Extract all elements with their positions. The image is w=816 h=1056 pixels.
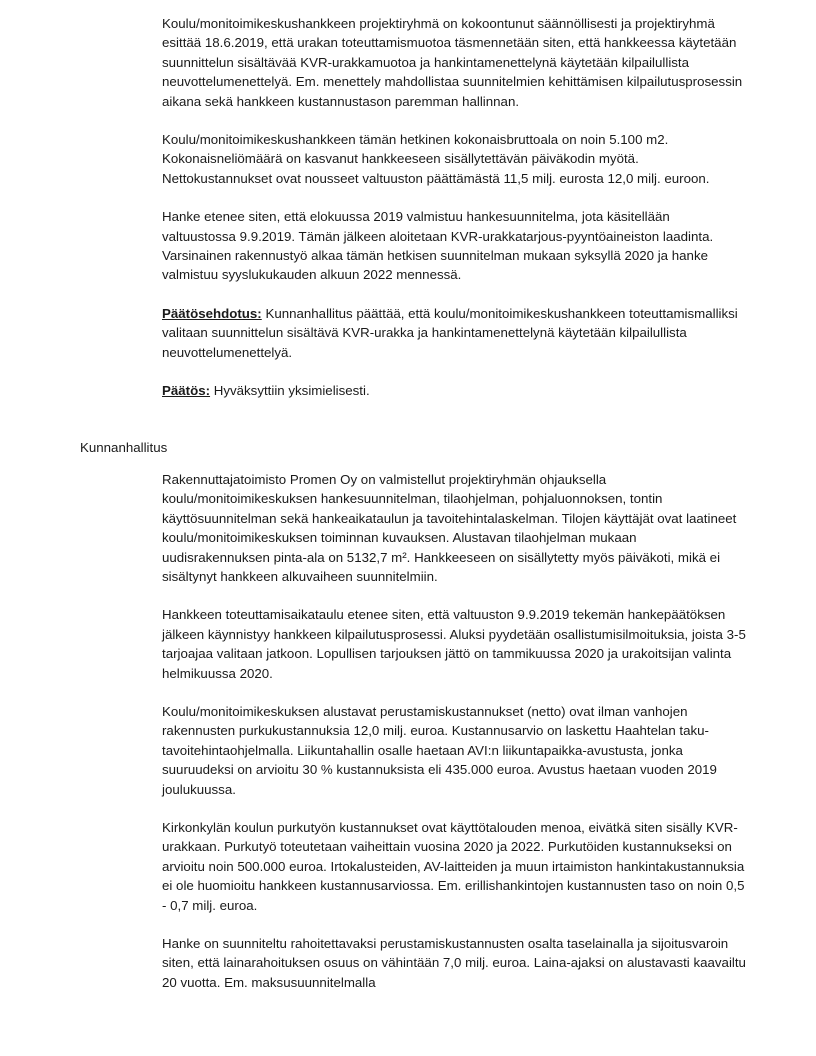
- paragraph-demolition: Kirkonkylän koulun purkutyön kustannukset ovat käyttötalouden menoa, eivätkä siten sisälly KVR-urakkaan. Purkutyö toteutetaan vaiheittain vuosina 2020 ja 2022. Purkutöiden kustannukseksi on arvioitu noin 500.000 euroa. Irtokalusteiden, AV-laitteiden ja muun irtaimiston hankintakustannuksia ei ole huomioitu hankkeen kustannusarviossa. Em. erillishankintojen kustannusten taso on noin 0,5 - 0,7 milj. euroa.: [162, 820, 745, 913]
- paragraph-implementation-schedule: Hankkeen toteuttamisaikataulu etenee siten, että valtuuston 9.9.2019 tekemän hankepäätöksen jälkeen käynnistyy hankkeen kilpailutusprosessi. Aluksi pyydetään osallistumisilmoituksia, joista 3-5 tarjoajaa valitaan jatkoon. Lopullisen tarjouksen jättö on tammikuussa 2020 ja urakoitsijan valinta helmikuussa 2020.: [162, 607, 746, 681]
- paragraph-promen-oy-text: Rakennuttajatoimisto Promen Oy on valmistellut projektiryhmän ohjauksella koulu/monitoimikeskuksen hankesuunnitelman, tilaohjelman, pohjaluonnoksen, tontin käyttösuunnitelman sekä hankeaikataulun ja tavoitehintalaskelman. Tilojen käyttäjät ovat laatineet koulu/monitoimikeskuksen toiminnan kuvauksen. Alustavan tilaohjelman mukaan uudisrakennuksen pinta-ala on 5132,7 m². Hankkeeseen on sisällytetty myös päiväkoti, mikä ei sisältynyt hankkeen alkuvaiheen suunnitelmiin.: [162, 471, 737, 584]
- paragraph-decision: [162, 381, 746, 400]
- paragraph-gross-area: Koulu/monitoimikeskushankkeen tämän hetkinen kokonaisbruttoala on noin 5.100 m2. Kokonaisneliömäärä on kasvanut hankkeeseen sisällytettävän päiväkodin myötä. Nettokustannukset ovat nousseet valtuuston päättämästä 11,5 milj. eurosta 12,0 milj. euroon.: [162, 132, 710, 186]
- paragraph-promen-oy: [162, 470, 746, 586]
- decision-proposal-label: Päätösehdotus:: [162, 305, 262, 321]
- document-section-bottom: [162, 470, 746, 992]
- paragraph-decision-proposal: [162, 304, 746, 362]
- heading-kunnanhallitus: Kunnanhallitus: [80, 439, 168, 455]
- decision-proposal-text: Kunnanhallitus päättää, että koulu/monitoimikeskushankkeen toteuttamismalliksi valitaan suunnittelun sisältävä KVR-urakka ja hankintamenettelynä käytetään kilpailullista neuvottelumenettelyä.: [162, 305, 738, 360]
- paragraph-project-group: Koulu/monitoimikeskushankkeen projektiryhmä on kokoontunut säännöllisesti ja projektiryhmä esittää 18.6.2019, että urakan toteuttamismuotoa täsmennetään siten, että hankkeessa käytetään suunnittelun sisältävää KVR-urakkamuotoa ja hankintamenettelynä käytetään kilpailullista neuvottelumenettelyä. Em. menettely mahdollistaa suunnitelmien kehittämisen kilpailutusprosessin aikana sekä hankkeen kustannustason paremman hallinnan.: [162, 16, 743, 109]
- decision-text: Hyväksyttiin yksimielisesti.: [210, 383, 370, 399]
- section-spacer: [80, 420, 746, 438]
- paragraph-schedule: Hanke etenee siten, että elokuussa 2019 valmistuu hankesuunnitelma, jota käsitellään valtuustossa 9.9.2019. Tämän jälkeen aloitetaan KVR-urakkatarjous-pyyntöaineiston laadinta. Varsinainen rakennustyö alkaa tämän hetkisen suunnitelman mukaan syksyllä 2020 ja hanke valmistuu syyslukukauden alkuun 2022 mennessä.: [162, 209, 714, 283]
- paragraph-financing: Hanke on suunniteltu rahoitettavaksi perustamiskustannusten osalta taselainalla ja sijoitusvaroin siten, että lainarahoituksen osuus on vähintään 7,0 milj. euroa. Laina-ajaksi on alustavasti kaavailtu 20 vuotta. Em. maksusuunnitelmalla: [162, 936, 746, 990]
- document-body: [80, 14, 746, 992]
- decision-label: Päätös:: [162, 383, 211, 399]
- paragraph-costs: Koulu/monitoimikeskuksen alustavat perustamiskustannukset (netto) ovat ilman vanhojen rakennusten purkukustannuksia 12,0 milj. euroa. Kustannusarvio on laskettu Haahtelan taku-tavoitehintaohjelmalla. Liikuntahallin osalle haetaan AVI:n liikuntapaikka-avustusta, jonka suuruudeksi on arvioitu 30 % kustannuksista eli 435.000 euroa. Avustus haetaan vuoden 2019 joulukuussa.: [162, 703, 717, 797]
- document-section-top: [162, 14, 746, 401]
